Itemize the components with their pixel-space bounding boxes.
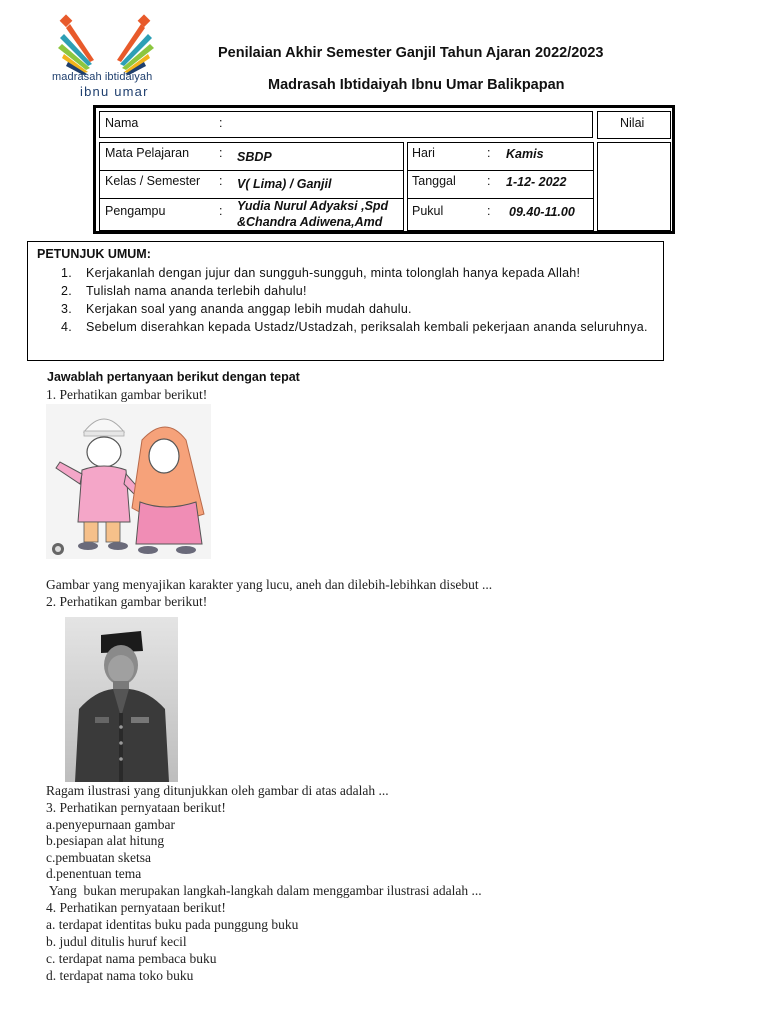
q4-option-b: b. judul ditulis huruf kecil	[46, 934, 187, 949]
pengampu-label: Pengampu	[105, 204, 166, 218]
nilai-score-box	[597, 142, 671, 231]
tanggal-colon: :	[487, 174, 491, 188]
school-name: Madrasah Ibtidaiyah Ibnu Umar Balikpapan	[268, 77, 565, 93]
nama-label: Nama	[105, 116, 139, 130]
instructions-list	[28, 264, 663, 336]
instruction-item: 2. Tulislah nama ananda terlebih dahulu!	[61, 284, 307, 298]
pengampu-colon: :	[219, 204, 223, 218]
instruction-item: 4. Sebelum diserahkan kepada Ustadz/Ustadzah, periksalah kembali pekerjaan ananda seluruhnya.	[61, 320, 648, 334]
logo-text-ibnu-umar: ibnu umar	[80, 84, 149, 99]
nama-cell	[99, 111, 593, 138]
tanggal-label: Tanggal	[412, 174, 456, 188]
q3-intro: 3. Perhatikan pernyataan berikut!	[46, 800, 226, 815]
pukul-value: 09.40-11.00	[509, 205, 575, 219]
kelas-label: Kelas / Semester	[105, 174, 201, 188]
q3-option-a: a.penyepurnaan gambar	[46, 817, 175, 832]
portrait-photo-image	[65, 617, 178, 782]
pengampu-value-2: &Chandra Adiwena,Amd	[237, 215, 383, 229]
instructions-title: PETUNJUK UMUM:	[37, 247, 151, 261]
student-info-table	[93, 105, 675, 234]
cartoon-children-image	[46, 404, 211, 559]
q3-option-c: c.pembuatan sketsa	[46, 850, 151, 865]
q2-text: Ragam ilustrasi yang ditunjukkan oleh gambar di atas adalah ...	[46, 783, 389, 798]
instruction-item: 3. Kerjakan soal yang ananda anggap lebih mudah dahulu.	[61, 302, 412, 316]
q4-intro: 4. Perhatikan pernyataan berikut!	[46, 900, 226, 915]
q3-option-b: b.pesiapan alat hitung	[46, 833, 165, 848]
pukul-label: Pukul	[412, 204, 444, 218]
mapel-value: SBDP	[237, 150, 272, 164]
q1-intro: 1. Perhatikan gambar berikut!	[46, 387, 208, 402]
nilai-label: Nilai	[620, 116, 645, 130]
pukul-colon: :	[487, 204, 491, 218]
q4-option-c: c. terdapat nama pembaca buku	[46, 951, 217, 966]
hari-label: Hari	[412, 146, 435, 160]
q1-text: Gambar yang menyajikan karakter yang lucu, aneh dan dilebih-lebihkan disebut ...	[46, 577, 493, 592]
pengampu-value-1: Yudia Nurul Adyaksi ,Spd	[237, 199, 389, 213]
general-instructions-box	[27, 241, 664, 361]
q4-option-a: a. terdapat identitas buku pada punggung buku	[46, 917, 299, 932]
hari-colon: :	[487, 146, 491, 160]
mapel-colon: :	[219, 146, 223, 160]
answer-instruction: Jawablah pertanyaan berikut dengan tepat	[47, 370, 300, 384]
q3-option-d: d.penentuan tema	[46, 866, 142, 881]
hari-value: Kamis	[506, 147, 544, 161]
tanggal-value: 1-12- 2022	[506, 175, 567, 189]
logo-text-madrasah: madrasah ibtidaiyah	[52, 71, 153, 83]
instruction-item: 1. Kerjakanlah dengan jujur dan sungguh-sungguh, minta tolonglah hanya kepada Allah!	[61, 266, 581, 280]
q2-intro: 2. Perhatikan gambar berikut!	[46, 594, 208, 609]
kelas-colon: :	[219, 174, 223, 188]
kelas-value: V( Lima) / Ganjil	[237, 177, 332, 191]
mapel-label: Mata Pelajaran	[105, 146, 190, 160]
exam-title: Penilaian Akhir Semester Ganjil Tahun Ajaran 2022/2023	[218, 45, 604, 61]
q3-text: Yang bukan merupakan langkah-langkah dalam menggambar ilustrasi adalah ...	[46, 883, 482, 898]
nama-colon: :	[219, 116, 223, 130]
q4-option-d: d. terdapat nama toko buku	[46, 968, 194, 983]
